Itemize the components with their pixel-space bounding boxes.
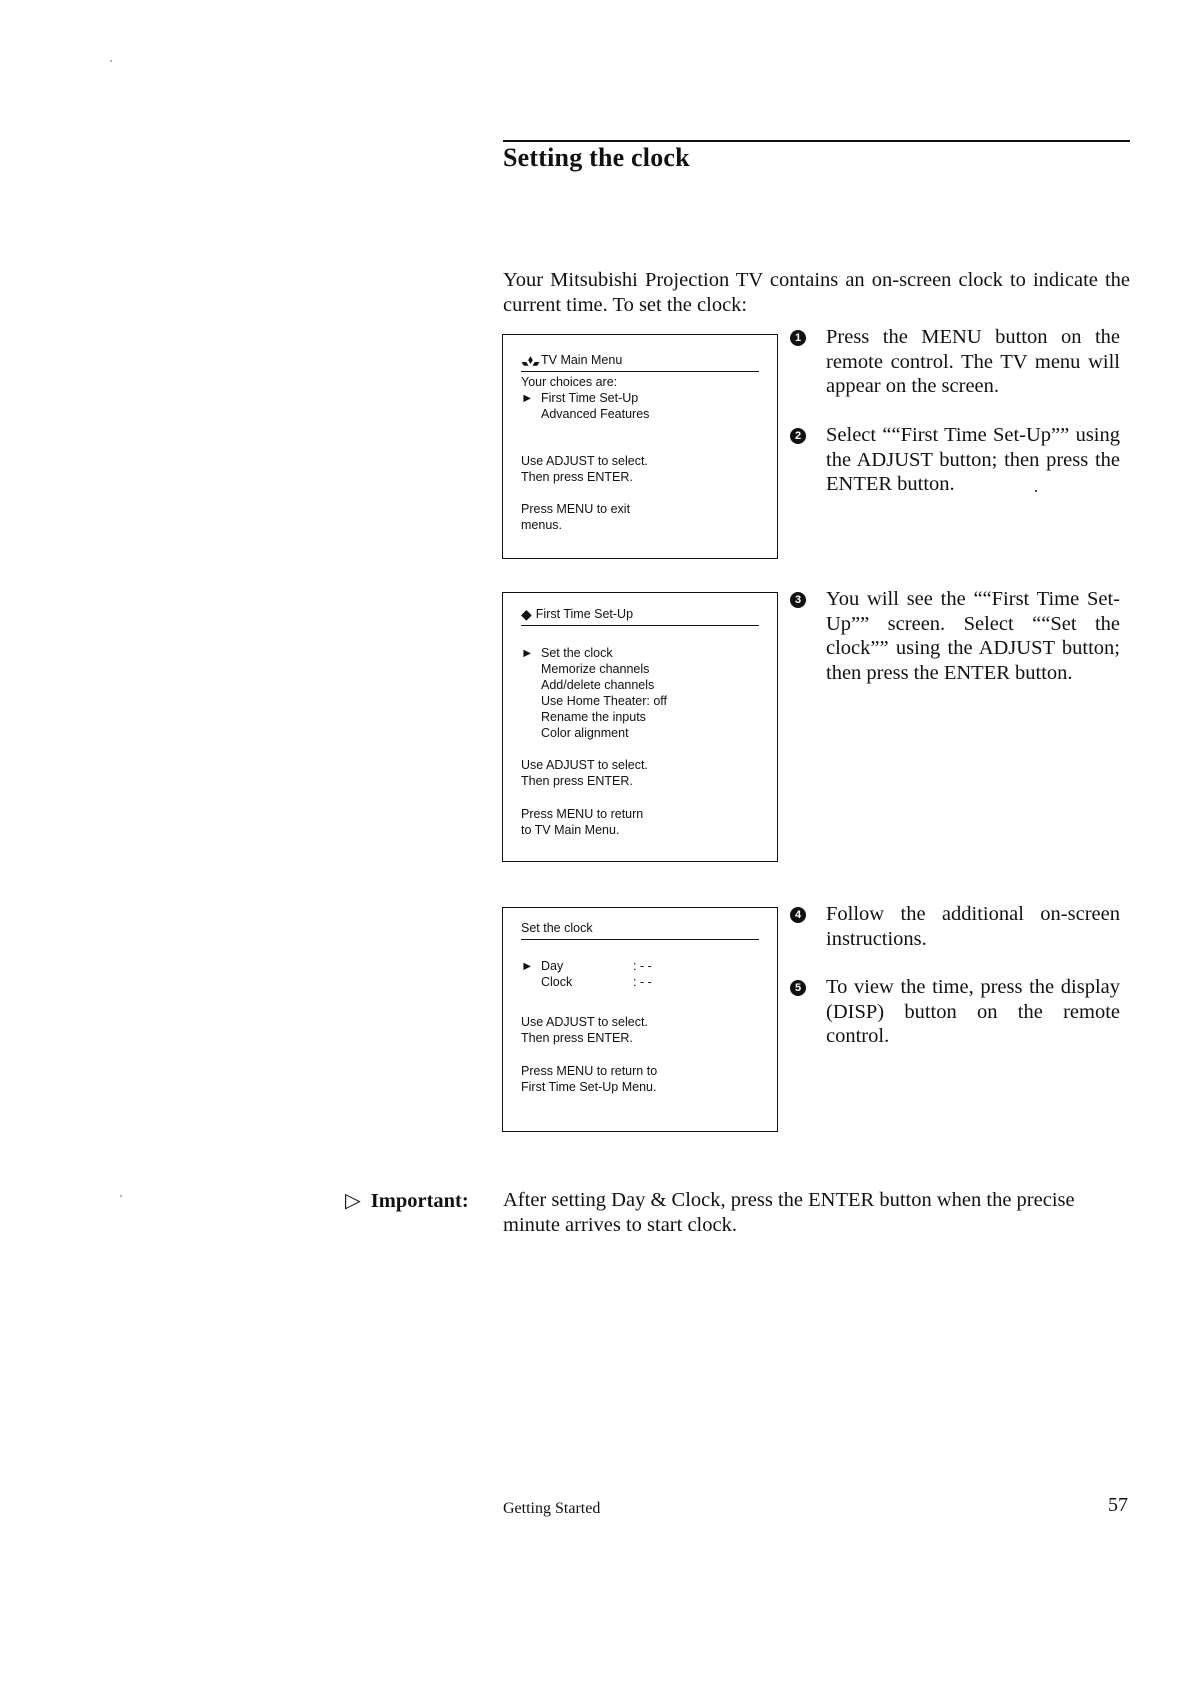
selection-pointer-icon: ► xyxy=(521,391,534,405)
menu-exit-line1: Press MENU to exit xyxy=(521,502,631,516)
menu-item-add-delete-channels: Add/delete channels xyxy=(541,678,655,692)
menu-instruction-adjust: Use ADJUST to select. xyxy=(521,454,648,468)
menu-title-bar xyxy=(521,352,759,372)
menu-title: First Time Set-Up xyxy=(535,607,634,621)
heading-rule xyxy=(503,140,1130,142)
menu-instruction-adjust: Use ADJUST to select. xyxy=(521,758,648,772)
selection-pointer-icon: ► xyxy=(521,959,534,973)
menu-exit-line1: Press MENU to return to xyxy=(521,1064,658,1078)
clock-time-value: : - - xyxy=(633,975,652,989)
triangle-right-icon: ▷ xyxy=(345,1190,361,1212)
set-the-clock-screen xyxy=(502,907,778,1132)
scan-speck xyxy=(110,60,112,62)
menu-exit-line2: First Time Set-Up Menu. xyxy=(521,1080,657,1094)
menu-exit-line2: menus. xyxy=(521,518,562,532)
selection-pointer-icon: ► xyxy=(521,646,534,660)
step-text: To view the time, press the display (DISP) button on the remote control. xyxy=(826,976,1120,1047)
menu-title: TV Main Menu xyxy=(541,353,623,367)
page-number: 57 xyxy=(1108,1494,1128,1516)
step-number-badge: 5 xyxy=(790,980,806,996)
page-title: Setting the clock xyxy=(503,143,690,172)
clock-day-value: : - - xyxy=(633,959,652,973)
scan-speck xyxy=(120,1195,122,1197)
menu-title-bar xyxy=(521,920,759,940)
step-number-badge: 4 xyxy=(790,907,806,923)
menu-item-rename-inputs: Rename the inputs xyxy=(541,710,646,724)
mitsubishi-logo-icon xyxy=(521,356,540,368)
clock-row-day: ► Day xyxy=(521,959,564,973)
menu-instruction-enter: Then press ENTER. xyxy=(521,774,633,788)
menu-instruction-adjust: Use ADJUST to select. xyxy=(521,1015,648,1029)
menu-item-set-the-clock: ► Set the clock xyxy=(521,646,613,660)
menu-title: Set the clock xyxy=(521,921,593,935)
tv-main-menu-screen xyxy=(502,334,778,559)
step-text: You will see the ““First Time Set-Up”” screen. Select ““Set the clock”” using the ADJUST button; then press the ENTER button. xyxy=(826,588,1120,684)
step-number-badge: 1 xyxy=(790,330,806,346)
step-number-badge: 3 xyxy=(790,592,806,608)
intro-paragraph: Your Mitsubishi Projection TV contains an on-screen clock to indicate the current time. To set the clock: xyxy=(503,269,1130,316)
menu-choices-label: Your choices are: xyxy=(521,375,618,389)
important-label: ▷ Important: xyxy=(345,1190,469,1212)
step-text: Select ““First Time Set-Up”” using the ADJUST button; then press the ENTER button. xyxy=(826,424,1120,495)
footer-section-name: Getting Started xyxy=(503,1500,601,1517)
menu-instruction-enter: Then press ENTER. xyxy=(521,470,633,484)
menu-exit-line2: to TV Main Menu. xyxy=(521,823,620,837)
menu-instruction-enter: Then press ENTER. xyxy=(521,1031,633,1045)
menu-exit-line1: Press MENU to return xyxy=(521,807,644,821)
menu-item-advanced-features: Advanced Features xyxy=(541,407,650,421)
menu-item-color-alignment: Color alignment xyxy=(541,726,629,740)
menu-title-bar xyxy=(521,606,759,626)
step-number-badge: 2 xyxy=(790,428,806,444)
menu-item-home-theater: Use Home Theater: off xyxy=(541,694,667,708)
step-text: Follow the additional on-screen instructions. xyxy=(826,903,1120,950)
important-text: After setting Day & Clock, press the ENTER button when the precise minute arrives to start clock. xyxy=(503,1189,1075,1236)
menu-item-memorize-channels: Memorize channels xyxy=(541,662,650,676)
first-time-setup-screen xyxy=(502,592,778,862)
diamond-icon: ◆ xyxy=(521,606,532,622)
step-text: Press the MENU button on the remote control. The TV menu will appear on the screen. xyxy=(826,326,1120,397)
clock-row-clock: Clock xyxy=(541,975,573,989)
scan-speck xyxy=(1035,490,1037,492)
menu-item-first-time-setup: ► First Time Set-Up xyxy=(521,391,639,405)
